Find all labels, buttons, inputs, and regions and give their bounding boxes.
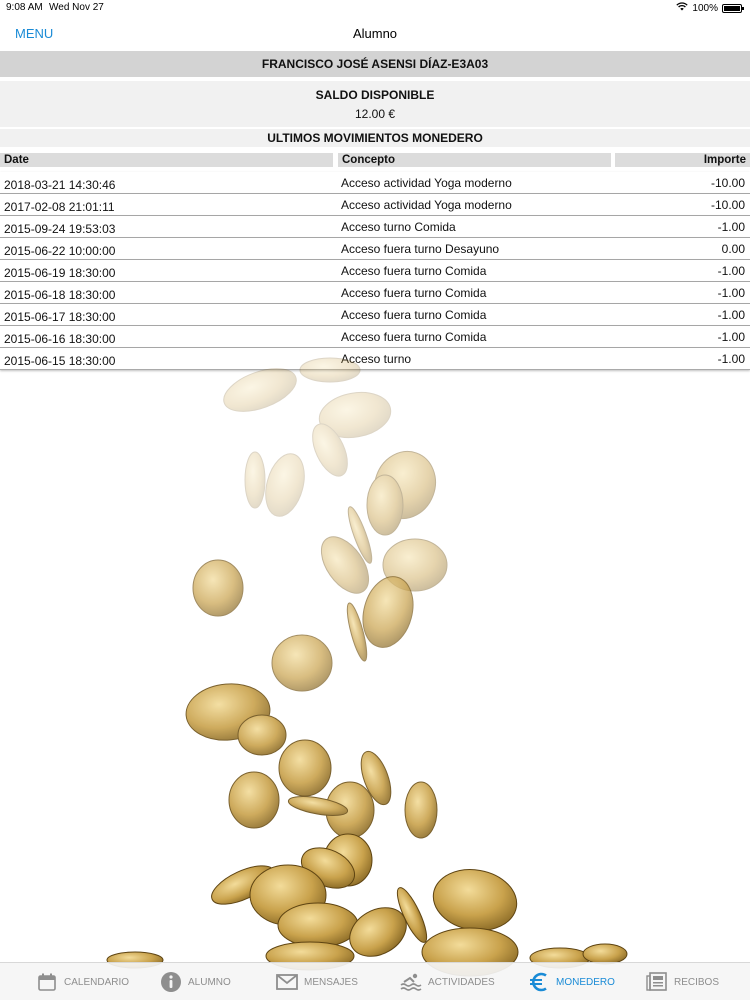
tab-monedero[interactable] [528,963,615,1001]
row-concept: Acceso turno [341,352,412,366]
row-amount: -10.00 [710,176,745,190]
table-header [0,153,750,167]
battery-icon [722,4,742,13]
menu-button[interactable]: MENU [15,26,54,41]
row-date: 2015-06-15 18:30:00 [4,354,116,368]
row-amount: -10.00 [710,198,745,212]
tab-calendario[interactable] [36,963,129,1001]
navigation-bar [0,16,750,50]
row-amount: -1.00 [717,352,745,366]
status-indicators [676,2,742,14]
tab-label: CALENDARIO [64,976,130,988]
row-concept: Acceso fuera turno Comida [341,264,487,278]
table-row[interactable] [0,194,750,216]
falling-coins-background [0,360,750,960]
row-date: 2015-09-24 19:53:03 [4,222,116,236]
balance-label: SALDO DISPONIBLE [315,88,435,102]
student-name: FRANCISCO JOSÉ ASENSI DÍAZ-E3A03 [0,51,750,77]
column-header-date: Date [0,153,333,167]
row-concept: Acceso fuera turno Comida [341,308,487,322]
status-bar [0,0,750,16]
balance-panel [0,81,750,127]
table-row[interactable] [0,304,750,326]
tab-label: ACTIVIDADES [428,976,495,988]
row-concept: Acceso turno Comida [341,220,456,234]
row-amount: -1.00 [717,220,745,234]
row-amount: -1.00 [717,330,745,344]
table-row[interactable] [0,282,750,304]
tab-label: MENSAJES [304,976,358,988]
tab-label: ALUMNO [188,976,231,988]
table-row[interactable] [0,326,750,348]
table-row[interactable] [0,216,750,238]
row-concept: Acceso fuera turno Comida [341,286,487,300]
row-concept: Acceso fuera turno Desayuno [341,242,500,256]
row-concept: Acceso actividad Yoga moderno [341,198,512,212]
status-time: 9:08 AM [6,2,43,13]
row-amount: 0.00 [721,242,745,256]
tab-mensajes[interactable] [276,963,358,1001]
row-date: 2015-06-22 10:00:00 [4,244,116,258]
row-date: 2015-06-16 18:30:00 [4,332,116,346]
table-rows [0,172,750,370]
column-header-concept: Concepto [338,153,611,167]
movements-table[interactable] [0,150,750,368]
row-amount: -1.00 [717,308,745,322]
row-date: 2017-02-08 21:01:11 [4,200,115,214]
balance-value: 12.00 € [354,107,396,121]
tab-alumno[interactable] [160,963,231,1001]
wifi-icon [676,2,688,14]
column-header-amount: Importe [615,153,750,167]
row-amount: -1.00 [717,264,745,278]
row-concept: Acceso actividad Yoga moderno [341,176,512,190]
tab-recibos[interactable] [646,963,719,1001]
table-row[interactable] [0,260,750,282]
table-row[interactable] [0,238,750,260]
tab-bar [0,962,750,1000]
status-date: Wed Nov 27 [49,2,104,13]
movements-title: ULTIMOS MOVIMIENTOS MONEDERO [0,129,750,147]
row-concept: Acceso fuera turno Comida [341,330,487,344]
info-icon [160,971,182,993]
tab-actividades[interactable] [400,963,495,1001]
tab-label: RECIBOS [674,976,720,988]
row-date: 2018-03-21 14:30:46 [4,178,116,192]
receipt-icon [646,971,668,993]
row-date: 2015-06-19 18:30:00 [4,266,116,280]
row-date: 2015-06-17 18:30:00 [4,310,116,324]
swimming-icon [400,971,422,993]
row-date: 2015-06-18 18:30:00 [4,288,116,302]
page-title: Alumno [352,26,398,41]
envelope-icon [276,971,298,993]
table-row[interactable] [0,172,750,194]
row-amount: -1.00 [717,286,745,300]
calendar-icon [36,971,58,993]
tab-label: MONEDERO [556,976,615,988]
euro-icon [528,971,550,993]
battery-percent: 100% [692,2,718,14]
